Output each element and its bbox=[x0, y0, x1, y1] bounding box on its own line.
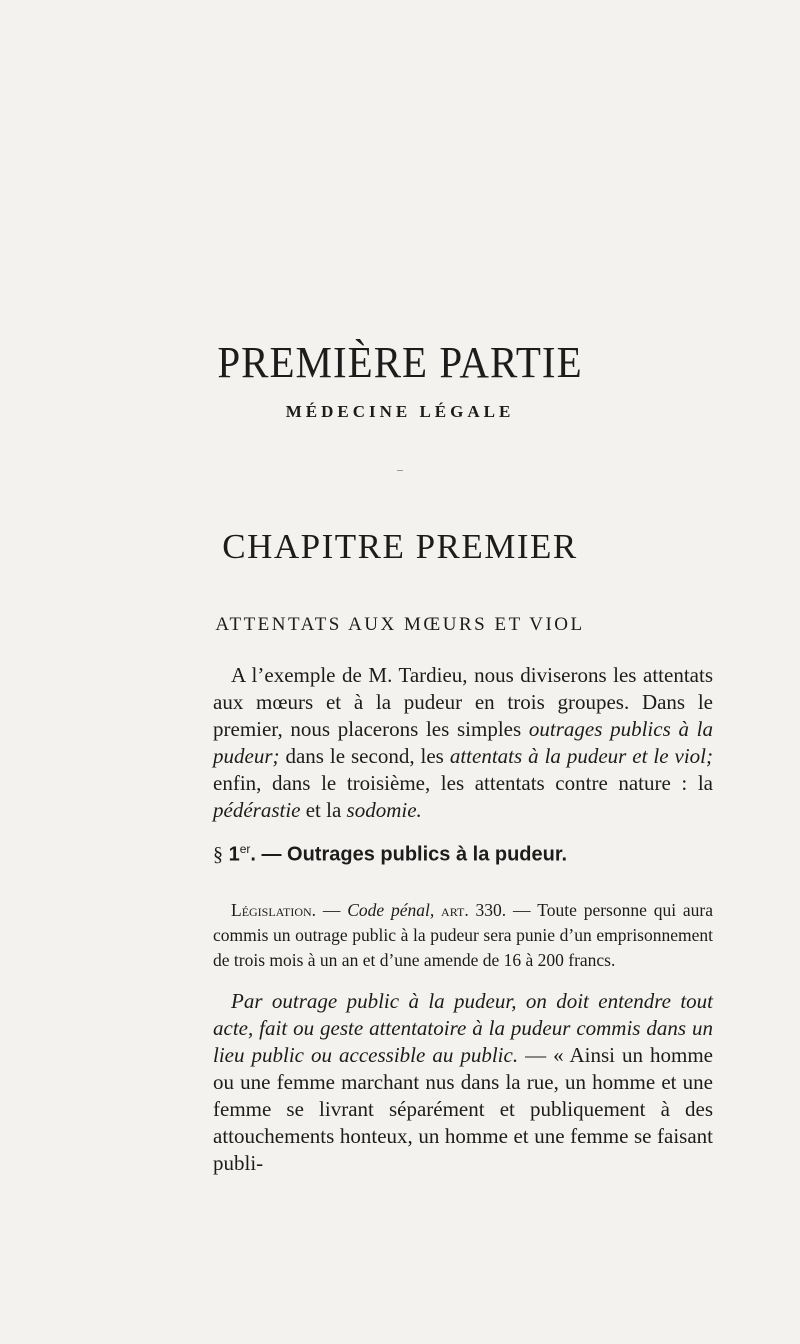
intro-term-pederastie: pédérastie bbox=[213, 798, 301, 822]
intro-term-outrages: outrages publics à la pudeur; bbox=[213, 717, 713, 768]
divider bbox=[397, 470, 403, 471]
section-heading-label: Outrages publics à la pudeur. bbox=[287, 843, 568, 866]
intro-text-2: dans le second, les bbox=[279, 744, 450, 768]
section-number: 1 bbox=[228, 843, 240, 866]
legislation-text: Toute personne qui aura commis un outrage public à la pudeur sera punie d’un emprisonnement de trois mois à un an et d’une amende de 16 à 200 francs. bbox=[213, 900, 713, 970]
legislation-paragraph bbox=[213, 898, 713, 973]
definition-paragraph bbox=[213, 988, 713, 1177]
chapter-title: CHAPITRE PREMIER bbox=[222, 527, 578, 566]
legislation-code: Code pénal, bbox=[347, 900, 435, 920]
intro-term-attentats: attentats à la pudeur et le viol; bbox=[449, 744, 714, 768]
section-mark: § bbox=[213, 843, 223, 866]
subtitle: MÉDECINE LÉGALE bbox=[285, 402, 515, 421]
intro-text-1: A l’exemple de M. Tardieu, nous diviserons les attentats aux mœurs et à la pudeur en trois groupes. Dans le premier, nous placerons les simples bbox=[213, 663, 713, 741]
intro-term-sodomie: sodomie. bbox=[346, 798, 422, 822]
section-heading bbox=[213, 842, 713, 867]
definition-italic: Par outrage public à la pudeur, on doit entendre tout acte, fait ou geste attentatoire à la pudeur commis dans un lieu public ou accessible au public. bbox=[213, 989, 713, 1067]
section-title: ATTENTATS AUX MŒURS ET VIOL bbox=[215, 614, 585, 635]
definition-text: — « Ainsi un homme ou une femme marchant nus dans la rue, un homme et une femme se livrant séparément et publiquement à des attouchements honteux, un homme et une femme se faisant publi- bbox=[213, 1043, 713, 1175]
intro-paragraph bbox=[213, 662, 713, 824]
legislation-article: art. 330. — bbox=[434, 900, 538, 920]
part-title: PREMIÈRE PARTIE bbox=[217, 337, 583, 387]
section-separator: . — bbox=[250, 843, 288, 866]
intro-text-4: et la bbox=[300, 798, 347, 822]
legislation-label: Législation. bbox=[231, 900, 317, 920]
intro-text-3: enfin, dans le troisième, les attentats contre nature : la bbox=[213, 771, 713, 795]
legislation-dash: — bbox=[316, 900, 348, 920]
section-number-sup: er bbox=[239, 842, 251, 856]
